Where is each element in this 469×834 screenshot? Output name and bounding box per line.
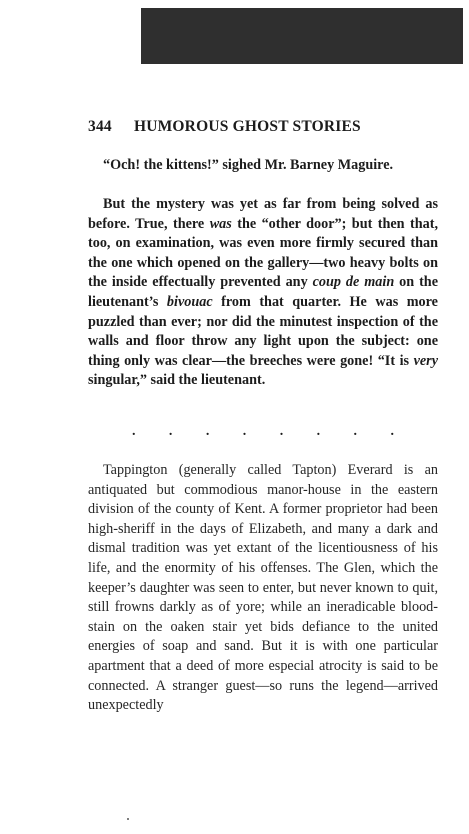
paragraph-tappington (88, 461, 438, 716)
ornament-dot: . (205, 424, 210, 439)
paragraph-text: the “other door”; but then that, too, on examination, was even more firmly secured than the one which opened on the gallery—two heavy bolts on the inside effectually prevented any (88, 215, 438, 291)
paragraph-text: But the mystery was yet as far from being solved as before. True, there (88, 196, 438, 232)
page-header (88, 118, 361, 136)
stray-mark (127, 818, 129, 820)
ornament-dot: . (242, 424, 247, 439)
ornament-dot: . (168, 424, 173, 439)
paragraph-text: Tappington (generally called Tapton) Everard is an antiquated but commodious manor-house in the eastern division of the county of Kent. A former proprietor had been high-sheriff in the days of Elizabeth, and many a dark and dismal tradition was yet extant of the licentiousness of his life, and the enormity of his offenses. The Glen, which the keeper’s daughter was seen to enter, but never known to quit, still frowns darkly as of yore; while an ineradicable blood-stain on the oaken stair yet bids defiance to the united energies of soap and sand. But it is with one particular apartment that a deed of more especial atrocity is said to be connected. A stranger guest—so runs the legend—arrived unexpectedly (88, 462, 438, 714)
ornament-dot: . (316, 424, 321, 439)
emphasis-text: bivouac (166, 293, 213, 310)
paragraph-text: from that quarter. He was more puzzled than ever; nor did the minutest inspection of the walls and floor throw any light upon the subject: one thing only was clear—the breeches were gone! “It is (88, 293, 438, 369)
ornament-dot: . (353, 424, 358, 439)
running-title: HUMOROUS GHOST STORIES (133, 118, 361, 135)
emphasis-text: was (209, 215, 232, 232)
ornament-dot: . (279, 424, 284, 439)
emphasis-text: very (413, 352, 438, 369)
redaction-bar (141, 8, 463, 64)
paragraph-text: “Och! the kittens!” sighed Mr. Barney Maguire. (103, 157, 394, 173)
ornament-dot: . (390, 424, 394, 439)
ornament-dot: . (132, 424, 136, 439)
page-number: 344 (88, 118, 112, 135)
section-break-dots (132, 424, 394, 440)
emphasis-text: coup de main (312, 274, 395, 291)
paragraph-mystery (88, 195, 438, 391)
paragraph-text: on the lieutenant’s (88, 274, 438, 310)
paragraph-dialogue (88, 156, 438, 176)
paragraph-text: singular,” said the lieutenant. (88, 372, 266, 389)
